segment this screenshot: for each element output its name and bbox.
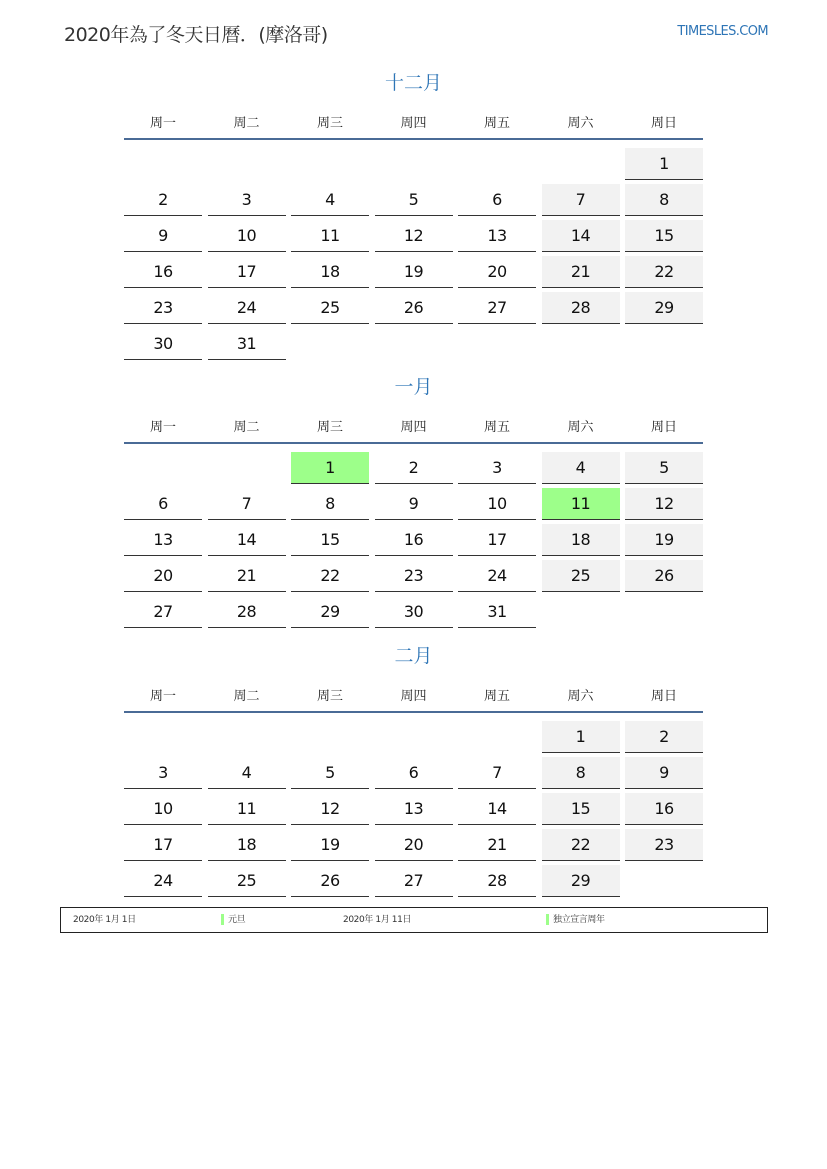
- day-cell[interactable]: 20: [375, 829, 453, 861]
- weekday-label: 周六: [567, 115, 594, 131]
- day-cell[interactable]: 11: [291, 220, 369, 252]
- weekday-header: [124, 677, 703, 713]
- week-row: [124, 556, 703, 592]
- week-row: [124, 324, 703, 360]
- empty-day-cell: [458, 148, 536, 180]
- day-cell[interactable]: 17: [124, 829, 202, 861]
- empty-day-cell: [458, 721, 536, 753]
- empty-day-cell: [542, 328, 620, 360]
- day-cell[interactable]: 13: [375, 793, 453, 825]
- month-january: [124, 372, 703, 628]
- weekday-label: 周五: [483, 688, 510, 704]
- legend-holiday: [221, 908, 245, 932]
- week-row: [124, 753, 703, 789]
- weekday-label: 周一: [149, 115, 176, 131]
- day-cell[interactable]: 29: [291, 596, 369, 628]
- day-cell[interactable]: 26: [375, 292, 453, 324]
- day-cell[interactable]: 27: [375, 865, 453, 897]
- day-cell[interactable]: 19: [625, 524, 703, 556]
- day-cell[interactable]: 30: [124, 328, 202, 360]
- holiday-marker: [221, 914, 224, 925]
- day-cell[interactable]: 1: [291, 452, 369, 484]
- empty-day-cell: [542, 148, 620, 180]
- empty-day-cell: [291, 721, 369, 753]
- day-cell[interactable]: 6: [375, 757, 453, 789]
- week-row: [124, 180, 703, 216]
- day-cell[interactable]: 8: [291, 488, 369, 520]
- month-february: [124, 641, 703, 897]
- empty-day-cell: [625, 596, 703, 628]
- day-cell[interactable]: 17: [458, 524, 536, 556]
- day-cell[interactable]: 7: [458, 757, 536, 789]
- day-cell[interactable]: 26: [625, 560, 703, 592]
- week-row: [124, 520, 703, 556]
- weekday-label: 周四: [400, 688, 427, 704]
- day-cell[interactable]: 29: [542, 865, 620, 897]
- day-cell[interactable]: 9: [625, 757, 703, 789]
- day-cell[interactable]: 4: [291, 184, 369, 216]
- day-cell[interactable]: 18: [208, 829, 286, 861]
- day-cell[interactable]: 10: [124, 793, 202, 825]
- day-cell[interactable]: 15: [625, 220, 703, 252]
- holiday-marker: [546, 914, 549, 925]
- empty-day-cell: [208, 452, 286, 484]
- day-cell[interactable]: 24: [458, 560, 536, 592]
- weekday-label: 周五: [483, 115, 510, 131]
- day-cell[interactable]: 2: [124, 184, 202, 216]
- week-row: [124, 252, 703, 288]
- weekday-label: 周二: [233, 419, 260, 435]
- day-cell[interactable]: 15: [542, 793, 620, 825]
- day-cell[interactable]: 29: [625, 292, 703, 324]
- day-cell[interactable]: 10: [458, 488, 536, 520]
- day-cell[interactable]: 4: [542, 452, 620, 484]
- empty-day-cell: [124, 721, 202, 753]
- day-cell[interactable]: 19: [375, 256, 453, 288]
- empty-day-cell: [625, 865, 703, 897]
- day-grid: [124, 448, 703, 628]
- day-cell[interactable]: 12: [291, 793, 369, 825]
- weekday-header: [124, 104, 703, 140]
- day-cell[interactable]: 2: [625, 721, 703, 753]
- weekday-label: 周日: [650, 688, 677, 704]
- day-cell[interactable]: 22: [291, 560, 369, 592]
- day-cell[interactable]: 25: [542, 560, 620, 592]
- day-cell[interactable]: 15: [291, 524, 369, 556]
- day-cell[interactable]: 20: [124, 560, 202, 592]
- week-row: [124, 825, 703, 861]
- day-cell[interactable]: 22: [625, 256, 703, 288]
- page-title: 2020年為了冬天日曆．(摩洛哥): [64, 24, 328, 46]
- day-cell[interactable]: 25: [291, 292, 369, 324]
- legend-holiday: [546, 908, 605, 932]
- day-cell[interactable]: 16: [375, 524, 453, 556]
- day-cell[interactable]: 18: [291, 256, 369, 288]
- empty-day-cell: [208, 721, 286, 753]
- week-row: [124, 144, 703, 180]
- day-cell[interactable]: 5: [625, 452, 703, 484]
- day-cell[interactable]: 8: [625, 184, 703, 216]
- month-title: 十二月: [384, 72, 442, 94]
- weekday-label: 周日: [650, 419, 677, 435]
- day-cell[interactable]: 23: [625, 829, 703, 861]
- empty-day-cell: [124, 452, 202, 484]
- empty-day-cell: [291, 148, 369, 180]
- day-cell[interactable]: 14: [542, 220, 620, 252]
- empty-day-cell: [458, 328, 536, 360]
- weekday-label: 周六: [567, 688, 594, 704]
- weekday-label: 周六: [567, 419, 594, 435]
- month-title: 一月: [394, 376, 433, 398]
- day-cell[interactable]: 24: [208, 292, 286, 324]
- empty-day-cell: [208, 148, 286, 180]
- week-row: [124, 789, 703, 825]
- day-cell[interactable]: 28: [542, 292, 620, 324]
- day-cell[interactable]: 13: [124, 524, 202, 556]
- empty-day-cell: [542, 596, 620, 628]
- day-cell[interactable]: 22: [542, 829, 620, 861]
- weekday-label: 周二: [233, 115, 260, 131]
- week-row: [124, 448, 703, 484]
- weekday-label: 周五: [483, 419, 510, 435]
- month-december: [124, 68, 703, 360]
- day-cell[interactable]: 27: [458, 292, 536, 324]
- day-cell[interactable]: 1: [542, 721, 620, 753]
- day-cell[interactable]: 11: [542, 488, 620, 520]
- legend-date: 2020年 1月 11日: [343, 915, 412, 925]
- day-cell[interactable]: 23: [124, 292, 202, 324]
- day-cell[interactable]: 10: [208, 220, 286, 252]
- day-cell[interactable]: 12: [375, 220, 453, 252]
- day-cell[interactable]: 25: [208, 865, 286, 897]
- day-cell[interactable]: 14: [208, 524, 286, 556]
- day-cell[interactable]: 21: [458, 829, 536, 861]
- day-cell[interactable]: 28: [208, 596, 286, 628]
- holiday-legend: [60, 907, 768, 933]
- day-cell[interactable]: 11: [208, 793, 286, 825]
- week-row: [124, 592, 703, 628]
- day-cell[interactable]: 17: [208, 256, 286, 288]
- day-cell[interactable]: 16: [625, 793, 703, 825]
- week-row: [124, 484, 703, 520]
- day-cell[interactable]: 3: [458, 452, 536, 484]
- day-cell[interactable]: 16: [124, 256, 202, 288]
- day-cell[interactable]: 28: [458, 865, 536, 897]
- day-cell[interactable]: 20: [458, 256, 536, 288]
- day-cell[interactable]: 31: [208, 328, 286, 360]
- empty-day-cell: [375, 148, 453, 180]
- day-cell[interactable]: 2: [375, 452, 453, 484]
- day-cell[interactable]: 3: [208, 184, 286, 216]
- weekday-label: 周一: [149, 688, 176, 704]
- site-link[interactable]: TIMESLES.COM: [677, 24, 768, 39]
- day-cell[interactable]: 12: [625, 488, 703, 520]
- day-cell[interactable]: 23: [375, 560, 453, 592]
- week-row: [124, 717, 703, 753]
- day-cell[interactable]: 4: [208, 757, 286, 789]
- legend-holiday-name: 元旦: [228, 915, 246, 925]
- day-cell[interactable]: 18: [542, 524, 620, 556]
- weekday-label: 周三: [316, 419, 343, 435]
- day-cell[interactable]: 24: [124, 865, 202, 897]
- empty-day-cell: [291, 328, 369, 360]
- weekday-label: 周三: [316, 688, 343, 704]
- day-cell[interactable]: 5: [291, 757, 369, 789]
- legend-holiday-name: 独立宣言周年: [553, 915, 605, 925]
- weekday-label: 周日: [650, 115, 677, 131]
- day-cell[interactable]: 8: [542, 757, 620, 789]
- day-cell[interactable]: 9: [375, 488, 453, 520]
- week-row: [124, 288, 703, 324]
- empty-day-cell: [375, 721, 453, 753]
- day-cell[interactable]: 26: [291, 865, 369, 897]
- week-row: [124, 216, 703, 252]
- day-cell[interactable]: 30: [375, 596, 453, 628]
- day-grid: [124, 717, 703, 897]
- day-cell[interactable]: 14: [458, 793, 536, 825]
- weekday-label: 周一: [149, 419, 176, 435]
- day-cell[interactable]: 9: [124, 220, 202, 252]
- empty-day-cell: [625, 328, 703, 360]
- week-row: [124, 861, 703, 897]
- day-cell[interactable]: 1: [625, 148, 703, 180]
- empty-day-cell: [375, 328, 453, 360]
- day-cell[interactable]: 3: [124, 757, 202, 789]
- day-cell[interactable]: 31: [458, 596, 536, 628]
- day-cell[interactable]: 6: [124, 488, 202, 520]
- day-cell[interactable]: 27: [124, 596, 202, 628]
- month-title: 二月: [394, 645, 433, 667]
- day-cell[interactable]: 21: [208, 560, 286, 592]
- legend-date: 2020年 1月 1日: [73, 915, 136, 925]
- weekday-label: 周四: [400, 419, 427, 435]
- day-cell[interactable]: 19: [291, 829, 369, 861]
- weekday-label: 周三: [316, 115, 343, 131]
- day-cell[interactable]: 7: [208, 488, 286, 520]
- day-cell[interactable]: 13: [458, 220, 536, 252]
- day-cell[interactable]: 5: [375, 184, 453, 216]
- day-cell[interactable]: 6: [458, 184, 536, 216]
- empty-day-cell: [124, 148, 202, 180]
- weekday-label: 周二: [233, 688, 260, 704]
- day-cell[interactable]: 21: [542, 256, 620, 288]
- weekday-label: 周四: [400, 115, 427, 131]
- weekday-header: [124, 408, 703, 444]
- day-cell[interactable]: 7: [542, 184, 620, 216]
- day-grid: [124, 144, 703, 360]
